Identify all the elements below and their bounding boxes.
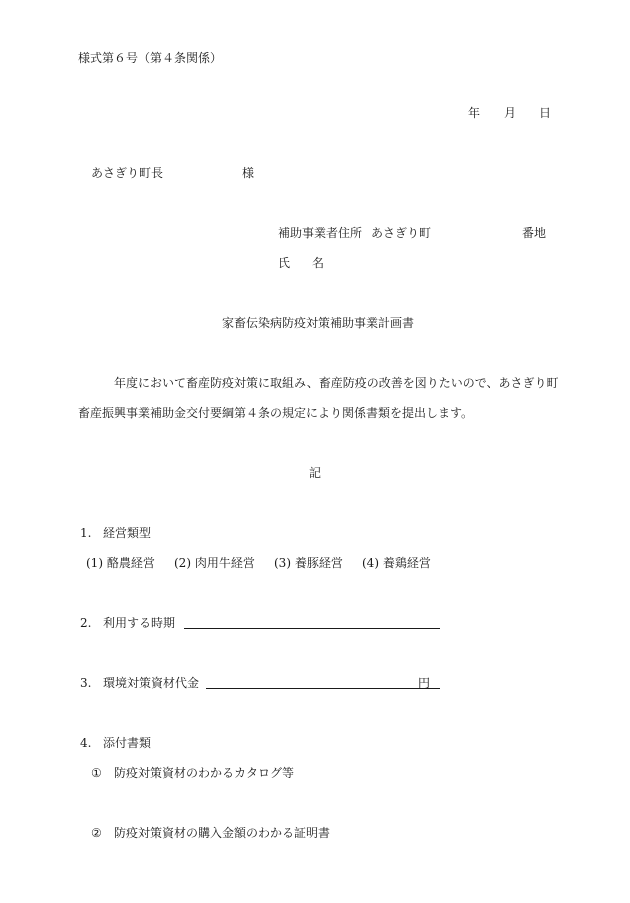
section-3-label: 環境対策資材代金: [103, 676, 200, 690]
applicant-banchi: 番地: [522, 226, 547, 240]
applicant-name-label-1: 氏: [278, 256, 291, 270]
attachment-1-mark: ①: [91, 766, 102, 780]
section-2-label: 利用する時期: [103, 616, 176, 630]
applicant-name-label-2: 名: [312, 256, 325, 270]
option-poultry: (4) 養鶏経営: [362, 556, 431, 570]
date-day: 日: [539, 106, 552, 120]
section-2-number: 2.: [80, 616, 92, 630]
attachment-2-text: 防疫対策資材の購入金額のわかる証明書: [114, 826, 331, 840]
attachment-1-text: 防疫対策資材のわかるカタログ等: [114, 766, 295, 780]
date-year: 年: [468, 106, 481, 120]
cost-unit-yen: 円: [418, 676, 431, 690]
applicant-address-label: 補助事業者住所: [278, 226, 363, 240]
section-4-number: 4.: [80, 736, 92, 750]
form-number: 様式第６号（第４条関係）: [78, 51, 223, 65]
attachment-2-mark: ②: [91, 826, 102, 840]
date-month: 月: [504, 106, 517, 120]
usage-period-blank[interactable]: [184, 628, 440, 629]
body-line-2: 畜産振興事業補助金交付要綱第４条の規定により関係書類を提出します。: [78, 406, 474, 420]
applicant-town: あさぎり町: [371, 226, 432, 240]
section-4-label: 添付書類: [103, 736, 152, 750]
body-line-1: 年度において畜産防疫対策に取組み、畜産防疫の改善を図りたいので、あさぎり町: [114, 376, 559, 390]
option-dairy: (1) 酪農経営: [86, 556, 155, 570]
section-1-number: 1.: [80, 526, 92, 540]
addressee-title: あさぎり町長: [91, 166, 164, 180]
section-1-label: 経営類型: [103, 526, 152, 540]
addressee-honorific: 様: [242, 166, 255, 180]
section-3-number: 3.: [80, 676, 92, 690]
option-beef-cattle: (2) 肉用牛経営: [174, 556, 255, 570]
document-title: 家畜伝染病防疫対策補助事業計画書: [222, 316, 415, 330]
option-pig: (3) 養豚経営: [274, 556, 343, 570]
material-cost-blank[interactable]: [206, 688, 440, 689]
ki-heading: 記: [309, 466, 322, 480]
